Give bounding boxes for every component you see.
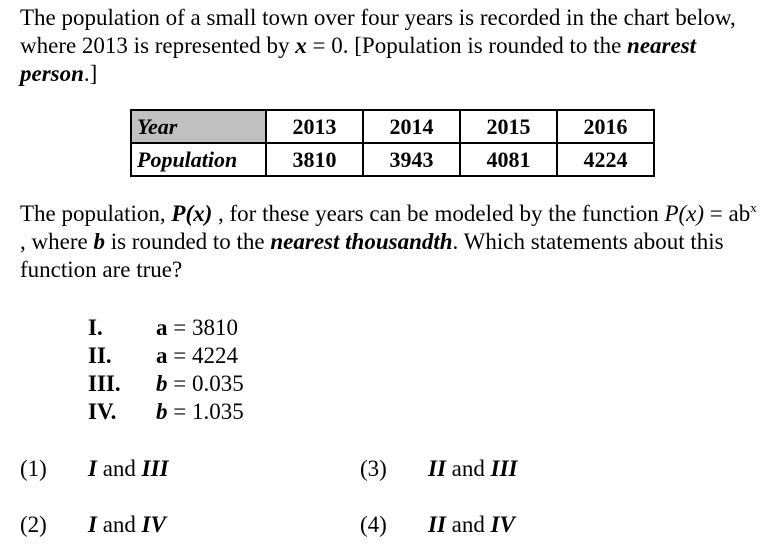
body-text-3: , where bbox=[20, 229, 94, 254]
year-cell: 2014 bbox=[363, 110, 460, 143]
choice-and: and bbox=[445, 512, 491, 537]
statement-1-number: I. bbox=[88, 315, 103, 340]
b-variable: b bbox=[93, 229, 105, 254]
statement-value: = 1.035 bbox=[167, 399, 244, 424]
intro-text-3: .] bbox=[83, 61, 98, 86]
choice-3-number: (3) bbox=[360, 456, 387, 481]
body-emphasis: nearest thousandth bbox=[270, 229, 453, 254]
population-cell: 4224 bbox=[557, 143, 654, 176]
choice-first: I bbox=[88, 512, 97, 537]
year-cell: 2013 bbox=[266, 110, 363, 143]
year-cell: 2015 bbox=[460, 110, 557, 143]
intro-variable: x bbox=[295, 33, 307, 58]
choice-and: and bbox=[445, 456, 491, 481]
intro-text-2: = 0. [Population is rounded to the bbox=[306, 33, 628, 58]
problem-intro bbox=[20, 4, 760, 88]
population-table bbox=[130, 109, 655, 177]
statement-variable: a bbox=[156, 343, 168, 368]
statement-3-number: III. bbox=[88, 371, 121, 396]
row-label-population: Population bbox=[131, 143, 266, 176]
intro-text: The population of a small town over four years is recorded in the chart below, where 2013 is represented by bbox=[20, 5, 736, 58]
choice-first: II bbox=[428, 456, 446, 481]
row-label-year: Year bbox=[131, 110, 266, 143]
statement-variable: b bbox=[156, 399, 168, 424]
population-cell: 3810 bbox=[266, 143, 363, 176]
body-text-5: . Which statements about this function are true? bbox=[20, 229, 724, 282]
table-row-population bbox=[131, 143, 654, 176]
choice-second: III bbox=[490, 456, 518, 481]
choice-and: and bbox=[96, 456, 142, 481]
statement-4 bbox=[156, 398, 244, 426]
body-text: The population, bbox=[20, 201, 172, 226]
statement-value: = 4224 bbox=[167, 343, 238, 368]
body-text-4: is rounded to the bbox=[104, 229, 271, 254]
choice-2-number: (2) bbox=[20, 512, 47, 537]
choice-second: IV bbox=[141, 512, 166, 537]
choice-second: IV bbox=[490, 512, 515, 537]
function-name: P(x) bbox=[171, 201, 213, 226]
population-cell: 4081 bbox=[460, 143, 557, 176]
table-row-year bbox=[131, 110, 654, 143]
year-cell: 2016 bbox=[557, 110, 654, 143]
model-exponent: x bbox=[750, 200, 757, 215]
statement-2-number: II. bbox=[88, 343, 112, 368]
choice-4[interactable] bbox=[428, 511, 515, 539]
choice-1[interactable] bbox=[88, 455, 169, 483]
statement-variable: a bbox=[156, 315, 168, 340]
choice-3[interactable] bbox=[428, 455, 517, 483]
statement-value: = 0.035 bbox=[167, 371, 244, 396]
choice-2[interactable] bbox=[88, 511, 166, 539]
statement-3 bbox=[156, 370, 244, 398]
statement-1 bbox=[156, 314, 238, 342]
statement-value: = 3810 bbox=[167, 315, 238, 340]
choice-first: I bbox=[88, 456, 97, 481]
problem-body bbox=[20, 200, 760, 284]
body-text-2: , for these years can be modeled by the function bbox=[212, 201, 665, 226]
statement-variable: b bbox=[156, 371, 168, 396]
choice-1-number: (1) bbox=[20, 456, 47, 481]
choice-first: II bbox=[428, 512, 446, 537]
statement-2 bbox=[156, 342, 238, 370]
statement-4-number: IV. bbox=[88, 399, 117, 424]
model-equation: = ab bbox=[704, 201, 751, 226]
intro-emphasis: nearest person bbox=[20, 33, 697, 86]
choice-4-number: (4) bbox=[360, 512, 387, 537]
model-lhs: P(x) bbox=[664, 201, 705, 226]
choice-second: III bbox=[141, 456, 169, 481]
choice-and: and bbox=[96, 512, 142, 537]
population-cell: 3943 bbox=[363, 143, 460, 176]
